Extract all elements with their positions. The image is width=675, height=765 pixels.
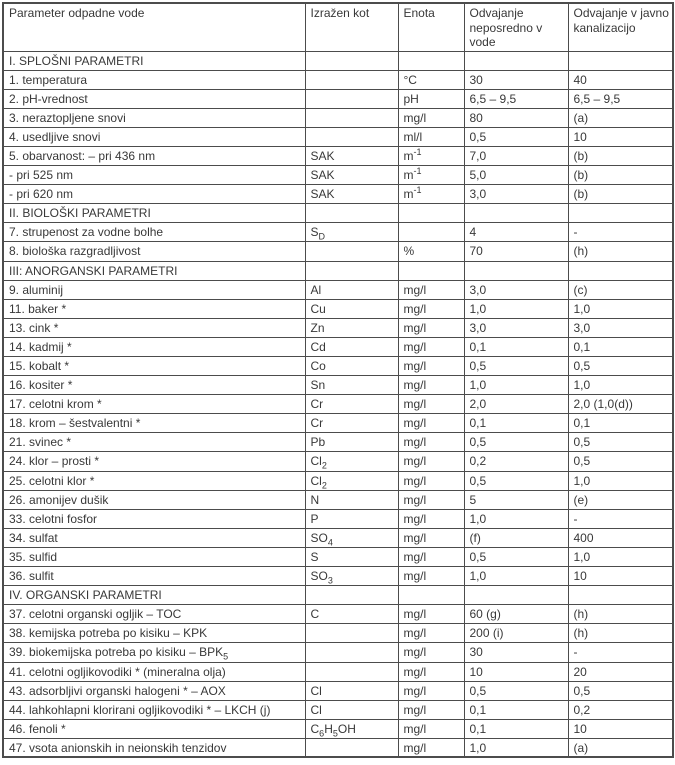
cell: P [305,509,398,528]
cell: 0,5 [464,681,568,700]
cell: 30 [464,70,568,89]
cell: $m^{-1}$ [398,146,464,165]
cell: - pri 525 nm [3,166,305,185]
cell: 37. celotni organski ogljik – TOC [3,605,305,624]
cell: 43. adsorbljivi organski halogeni * – AOX [3,681,305,700]
table-row [3,738,673,757]
cell: - [568,223,673,242]
cell: Co [305,357,398,376]
cell: 0,5 [568,681,673,700]
cell: 21. svinec * [3,433,305,452]
cell: C [305,605,398,624]
section-row [3,261,673,280]
cell: ml/l [398,127,464,146]
table-row [3,624,673,643]
cell [398,204,464,223]
column-header: Odvajanje v javno kanalizacijo [568,3,673,51]
cell: pH [398,89,464,108]
cell: 0,5 [464,471,568,490]
table-row [3,127,673,146]
cell: 0,5 [464,433,568,452]
section-row [3,204,673,223]
cell [305,242,398,261]
cell: 1,0 [568,376,673,395]
cell: (b) [568,166,673,185]
cell: mg/l [398,719,464,738]
cell: 46. fenoli * [3,719,305,738]
cell: 0,1 [464,414,568,433]
cell: 9. aluminij [3,280,305,299]
cell: 11. baker * [3,299,305,318]
cell: 0,1 [568,337,673,356]
cell: Cr [305,395,398,414]
cell: 20 [568,662,673,681]
cell [464,261,568,280]
cell: 6,5 – 9,5 [464,89,568,108]
cell: 2. pH-vrednost [3,89,305,108]
wastewater-parameters-table [2,2,674,758]
cell: 3,0 [568,318,673,337]
cell: Sn [305,376,398,395]
cell: 1,0 [464,509,568,528]
cell: SAK [305,185,398,204]
cell: 3. neraztopljene snovi [3,108,305,127]
cell [568,51,673,70]
cell: 400 [568,528,673,547]
cell: Cr [305,414,398,433]
cell [464,204,568,223]
cell: mg/l [398,528,464,547]
cell: 4. usedljive snovi [3,127,305,146]
cell: mg/l [398,643,464,662]
cell: 35. sulfid [3,547,305,566]
cell: 1,0 [464,299,568,318]
cell: 0,2 [568,700,673,719]
cell: mg/l [398,509,464,528]
table-row [3,433,673,452]
table-row [3,509,673,528]
cell: mg/l [398,662,464,681]
cell [305,108,398,127]
cell: mg/l [398,299,464,318]
cell: (b) [568,146,673,165]
cell: 7. strupenost za vodne bolhe [3,223,305,242]
cell: 4 [464,223,568,242]
table-row [3,166,673,185]
table-row [3,89,673,108]
cell: 10 [568,719,673,738]
table-row [3,471,673,490]
table-row [3,547,673,566]
cell: 0,1 [464,337,568,356]
cell: 47. vsota anionskih in neionskih tenzidov [3,738,305,757]
cell: - [568,643,673,662]
cell: Al [305,280,398,299]
cell [398,261,464,280]
cell: $S_D$ [305,223,398,242]
table-row [3,567,673,586]
table-row [3,146,673,165]
cell: 25. celotni klor * [3,471,305,490]
cell: mg/l [398,433,464,452]
cell [305,643,398,662]
cell: 0,5 [568,433,673,452]
table-row [3,357,673,376]
cell [305,204,398,223]
cell: 0,5 [568,357,673,376]
cell: 5. obarvanost: – pri 436 nm [3,146,305,165]
cell: mg/l [398,452,464,471]
cell: 1,0 [568,299,673,318]
cell [305,127,398,146]
table-header [3,3,673,51]
cell: mg/l [398,605,464,624]
cell: 0,5 [464,127,568,146]
cell: $SO_4$ [305,528,398,547]
cell: 10 [568,567,673,586]
table-row [3,643,673,662]
cell: 14. kadmij * [3,337,305,356]
cell: mg/l [398,624,464,643]
cell [568,204,673,223]
cell: 0,1 [464,700,568,719]
cell: (e) [568,490,673,509]
cell: 33. celotni fosfor [3,509,305,528]
cell: $SO_3$ [305,567,398,586]
cell [305,89,398,108]
cell: 80 [464,108,568,127]
cell: 5 [464,490,568,509]
cell: $Cl_2$ [305,471,398,490]
cell: (h) [568,624,673,643]
cell: 70 [464,242,568,261]
cell: (f) [464,528,568,547]
cell: mg/l [398,414,464,433]
cell [305,586,398,605]
column-header: Odvajanje neposredno v vode [464,3,568,51]
cell: 1. temperatura [3,70,305,89]
table-row [3,528,673,547]
table-row [3,605,673,624]
cell: I. SPLOŠNI PARAMETRI [3,51,305,70]
cell: 1,0 [568,471,673,490]
cell: 0,2 [464,452,568,471]
table-row [3,242,673,261]
cell: 1,0 [464,738,568,757]
cell: 0,1 [464,719,568,738]
cell [305,624,398,643]
cell [464,51,568,70]
table-row [3,280,673,299]
cell: SAK [305,146,398,165]
cell: (c) [568,280,673,299]
table-row [3,108,673,127]
cell: 39. biokemijska potreba po kisiku – $BPK_5$ [3,643,305,662]
cell: - [568,509,673,528]
cell: 34. sulfat [3,528,305,547]
cell: Cu [305,299,398,318]
cell: mg/l [398,547,464,566]
cell: 7,0 [464,146,568,165]
table-row [3,719,673,738]
cell: $m^{-1}$ [398,185,464,204]
cell: 17. celotni krom * [3,395,305,414]
cell: mg/l [398,318,464,337]
cell: Cl [305,700,398,719]
cell: N [305,490,398,509]
cell: Zn [305,318,398,337]
cell: (h) [568,242,673,261]
cell: mg/l [398,471,464,490]
section-row [3,586,673,605]
cell: 24. klor – prosti * [3,452,305,471]
cell: 3,0 [464,280,568,299]
table-row [3,681,673,700]
cell: 8. biološka razgradljivost [3,242,305,261]
table-row [3,337,673,356]
cell: 44. lahkohlapni klorirani ogljikovodiki * – LKCH (j) [3,700,305,719]
cell [398,586,464,605]
cell: 1,0 [464,376,568,395]
cell [464,586,568,605]
cell: 200 (i) [464,624,568,643]
table-row [3,452,673,471]
cell [305,70,398,89]
cell: mg/l [398,395,464,414]
cell: mg/l [398,280,464,299]
cell: (b) [568,185,673,204]
cell: 10 [464,662,568,681]
table-row [3,490,673,509]
table-row [3,376,673,395]
cell: 3,0 [464,318,568,337]
table-row [3,223,673,242]
cell: 10 [568,127,673,146]
table-body [3,51,673,757]
table-row [3,299,673,318]
cell: mg/l [398,337,464,356]
cell: mg/l [398,108,464,127]
cell: 0,5 [464,357,568,376]
cell: 3,0 [464,185,568,204]
cell: $Cl_2$ [305,452,398,471]
cell [568,261,673,280]
cell [568,586,673,605]
cell: Cl [305,681,398,700]
cell: 5,0 [464,166,568,185]
cell: (a) [568,108,673,127]
table-row [3,700,673,719]
cell: mg/l [398,567,464,586]
cell [398,223,464,242]
cell: 0,1 [568,414,673,433]
cell: 1,0 [568,547,673,566]
table-row [3,318,673,337]
section-row [3,51,673,70]
cell [305,51,398,70]
cell: mg/l [398,738,464,757]
cell: III: ANORGANSKI PARAMETRI [3,261,305,280]
cell: Cd [305,337,398,356]
cell: SAK [305,166,398,185]
cell: mg/l [398,376,464,395]
cell: 30 [464,643,568,662]
table-row [3,414,673,433]
cell: % [398,242,464,261]
column-header: Parameter odpadne vode [3,3,305,51]
cell: - pri 620 nm [3,185,305,204]
cell: 2,0 [464,395,568,414]
cell: 41. celotni ogljikovodiki * (mineralna olja) [3,662,305,681]
cell: 0,5 [464,547,568,566]
column-header: Izražen kot [305,3,398,51]
table-row [3,662,673,681]
cell: mg/l [398,700,464,719]
cell: (a) [568,738,673,757]
cell: $m^{-1}$ [398,166,464,185]
column-header: Enota [398,3,464,51]
cell: mg/l [398,681,464,700]
cell: S [305,547,398,566]
cell: $C_6H_5OH$ [305,719,398,738]
cell: 60 (g) [464,605,568,624]
cell: mg/l [398,490,464,509]
cell: 40 [568,70,673,89]
table-row [3,185,673,204]
cell [398,51,464,70]
cell: 38. kemijska potreba po kisiku – KPK [3,624,305,643]
cell [305,662,398,681]
cell [305,738,398,757]
cell: 18. krom – šestvalentni * [3,414,305,433]
cell: 2,0 (1,0(d)) [568,395,673,414]
cell: 15. kobalt * [3,357,305,376]
cell: mg/l [398,357,464,376]
header-row [3,3,673,51]
cell: °C [398,70,464,89]
cell [305,261,398,280]
cell: 0,5 [568,452,673,471]
cell: 36. sulfit [3,567,305,586]
cell: Pb [305,433,398,452]
table-row [3,395,673,414]
cell: II. BIOLOŠKI PARAMETRI [3,204,305,223]
cell: 1,0 [464,567,568,586]
cell: (h) [568,605,673,624]
cell: 13. cink * [3,318,305,337]
cell: 26. amonijev dušik [3,490,305,509]
cell: IV. ORGANSKI PARAMETRI [3,586,305,605]
cell: 6,5 – 9,5 [568,89,673,108]
cell: 16. kositer * [3,376,305,395]
table-row [3,70,673,89]
